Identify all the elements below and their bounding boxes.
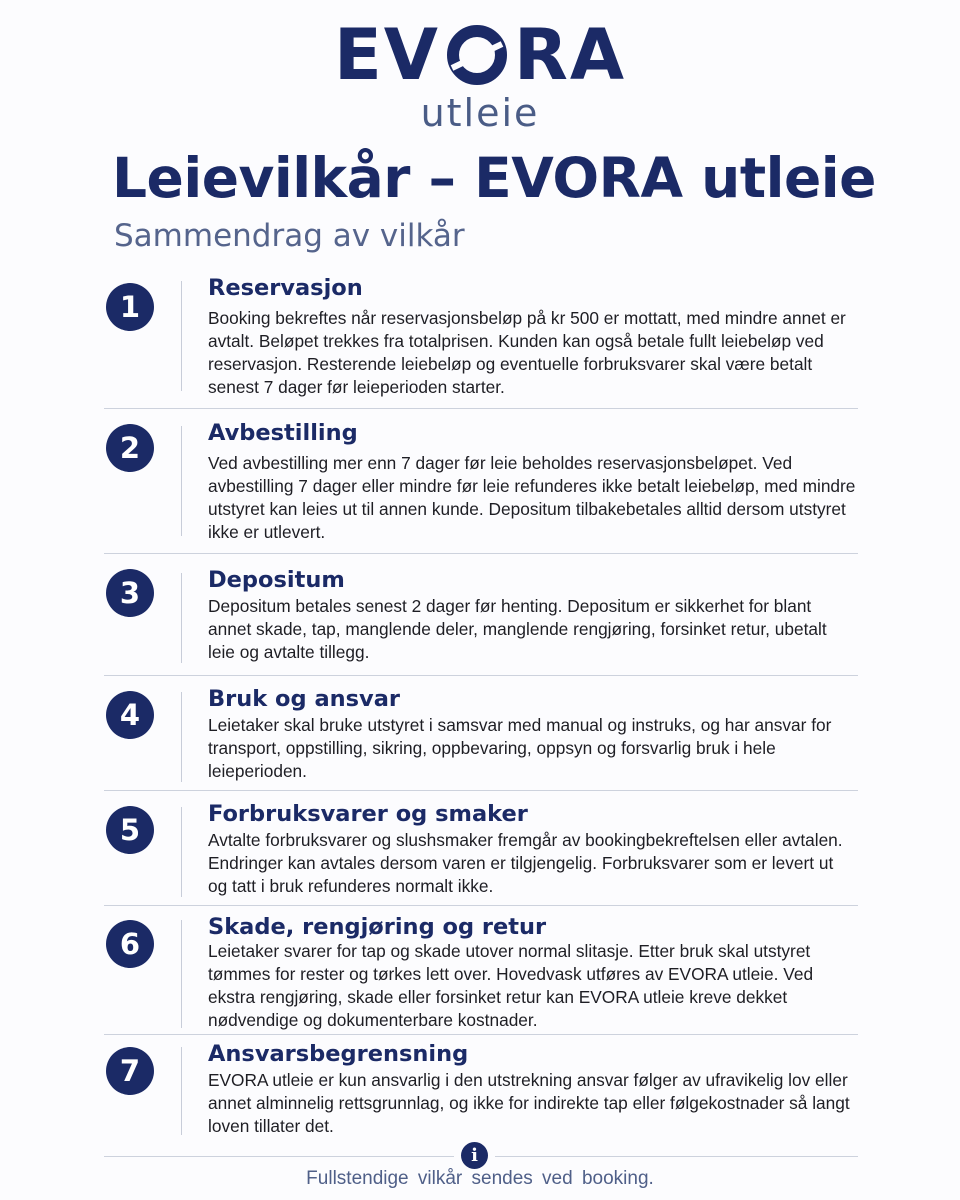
evora-logo xyxy=(0,14,960,135)
section-avbestilling xyxy=(104,420,858,552)
section-title: Ansvarsbegrensning xyxy=(208,1041,469,1067)
page-subtitle: Sammendrag av vilkår xyxy=(114,218,465,254)
section-title: Reservasjon xyxy=(208,275,363,301)
logo-o-mark-icon xyxy=(446,24,508,86)
section-number-badge: 3 xyxy=(106,569,154,617)
section-rule xyxy=(181,807,182,897)
section-number-badge: 7 xyxy=(106,1047,154,1095)
section-title: Skade, rengjøring og retur xyxy=(208,914,547,940)
footer-divider-right xyxy=(495,1156,858,1157)
logo-subtitle: utleie xyxy=(420,91,540,135)
section-title: Depositum xyxy=(208,567,345,593)
section-bruk-og-ansvar xyxy=(104,686,858,790)
section-reservasjon xyxy=(104,275,858,407)
section-body: Depositum betales senest 2 dager før henting. Depositum er sikkerhet for blant annet skade, tap, manglende deler, manglende rengjøring, forsinket retur, ubetalt leie og avtalte tillegg. xyxy=(208,596,827,663)
section-number-badge: 1 xyxy=(106,283,154,331)
logo-wordmark xyxy=(333,14,627,96)
section-body: Leietaker svarer for tap og skade utover normal slitasje. Etter bruk skal utstyret tømmes for rester og tørkes lett over. Hovedvask utføres av EVORA utleie. Ved ekstra rengjøring, skade eller forsinket retur kan EVORA utleie kreve dekket nødvendige og dokumenterbare kostnader. xyxy=(208,941,814,1031)
info-icon: i xyxy=(461,1142,488,1169)
section-divider xyxy=(104,553,858,554)
section-forbruksvarer xyxy=(104,801,858,905)
footer-divider-left xyxy=(104,1156,454,1157)
logo-letters-ev: EV xyxy=(333,14,440,96)
section-title: Avbestilling xyxy=(208,420,358,446)
footer-note: Fullstendige vilkår sendes ved booking. xyxy=(306,1168,654,1189)
section-divider xyxy=(104,790,858,791)
section-body: Leietaker skal bruke utstyret i samsvar med manual og instruks, og har ansvar for transport, oppstilling, sikring, oppbevaring, oppsyn og forsvarlig bruk i hele leieperioden. xyxy=(208,715,832,782)
page-title: Leievilkår – EVORA utleie xyxy=(112,146,876,210)
section-divider xyxy=(104,675,858,676)
section-body: Avtalte forbruksvarer og slushsmaker fremgår av bookingbekreftelsen eller avtalen. Endringer kan avtales dersom varen er tilgjengelig. Forbruksvarer som er levert ut og tatt i bruk refunderes normalt ikke. xyxy=(208,830,843,897)
section-ansvarsbegrensning xyxy=(104,1041,858,1141)
section-divider xyxy=(104,1034,858,1035)
section-depositum xyxy=(104,567,858,675)
section-number-badge: 5 xyxy=(106,806,154,854)
section-body: Ved avbestilling mer enn 7 dager før leie beholdes reservasjonsbeløpet. Ved avbestilling 7 dager eller mindre før leie refunderes ikke betalt leiebeløp, med mindre utstyret kan leies ut til annen kunde. Depositum tilbakebetales alltid dersom utstyret ikke er utlevert. xyxy=(208,453,856,543)
section-number-badge: 2 xyxy=(106,424,154,472)
section-rule xyxy=(181,1047,182,1135)
section-rule xyxy=(181,920,182,1028)
section-title: Forbruksvarer og smaker xyxy=(208,801,528,827)
section-divider xyxy=(104,905,858,906)
section-title: Bruk og ansvar xyxy=(208,686,400,712)
section-number-badge: 4 xyxy=(106,691,154,739)
section-skade-rengjoring-retur xyxy=(104,914,858,1034)
section-rule xyxy=(181,426,182,536)
section-body: Booking bekreftes når reservasjonsbeløp på kr 500 er mottatt, med mindre annet er avtalt. Beløpet trekkes fra totalprisen. Kunden kan også betale fullt leiebeløp ved reservasjon. Resterende leiebeløp og eventuelle forbruksvarer skal være betalt senest 7 dager før leieperioden starter. xyxy=(208,308,846,398)
section-rule xyxy=(181,281,182,391)
section-rule xyxy=(181,692,182,782)
logo-letters-ra: RA xyxy=(513,14,627,96)
section-body: EVORA utleie er kun ansvarlig i den utstrekning ansvar følger av ufravikelig lov eller annet alminnelig rettsgrunnlag, og ikke for indirekte tap eller følgekostnader så langt loven tillater det. xyxy=(208,1070,850,1137)
section-divider xyxy=(104,408,858,409)
section-rule xyxy=(181,573,182,663)
section-number-badge: 6 xyxy=(106,920,154,968)
